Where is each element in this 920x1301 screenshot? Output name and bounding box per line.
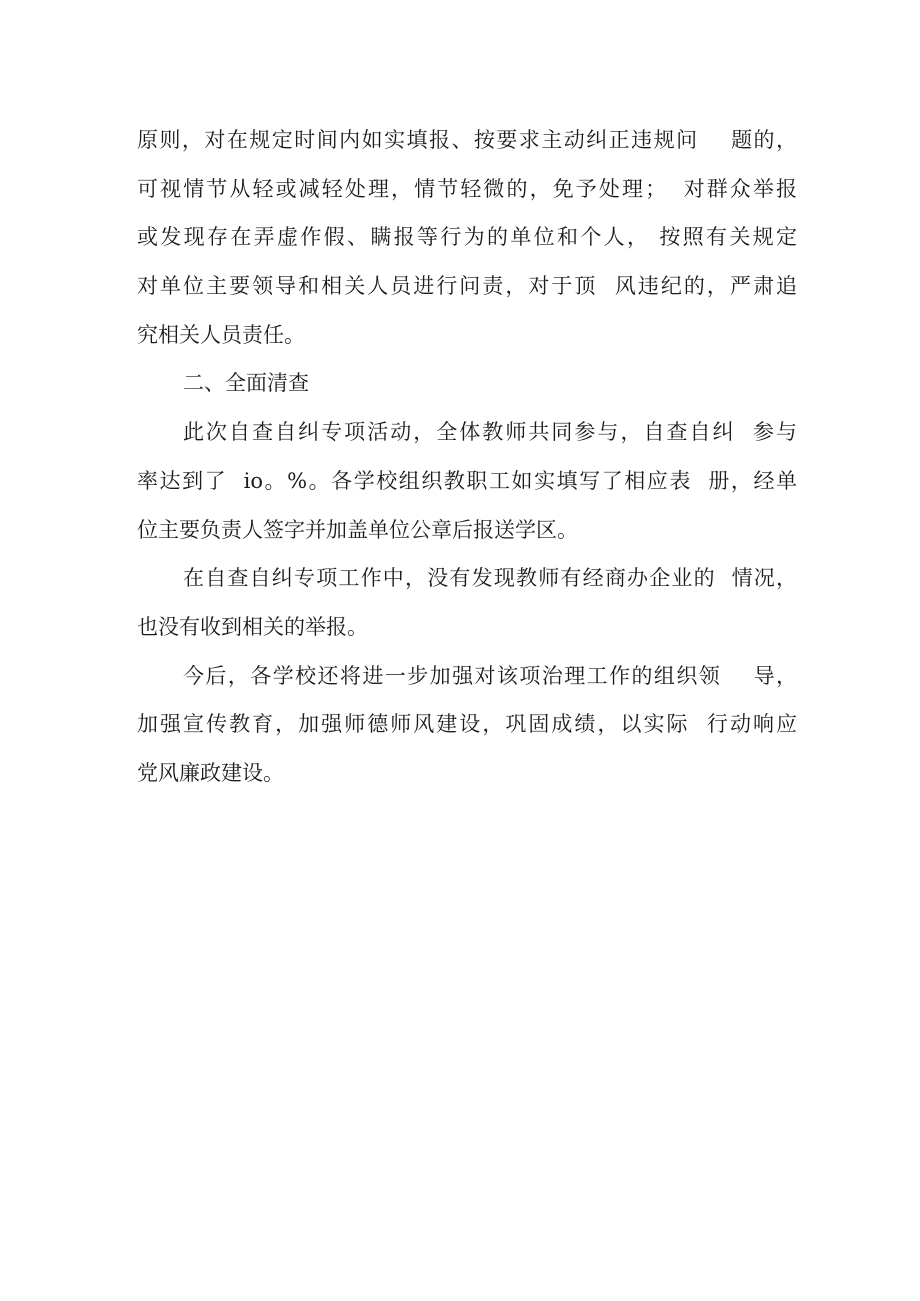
text-line: 原则，对在规定时间内如实填报、按要求主动纠正违规问 题的， — [137, 128, 797, 152]
text-line: 究相关人员责任。 — [137, 322, 305, 347]
text-line: 也没有收到相关的举报。 — [137, 614, 368, 639]
paragraph-findings — [137, 554, 797, 651]
paragraph-next-steps — [137, 652, 797, 798]
text-line: 位主要负责人签字并加盖单位公章后报送学区。 — [137, 517, 578, 542]
text-line: 加强宣传教育，加强师德师风建设，巩固成绩，以实际 行动响应 — [137, 712, 797, 737]
text-line: 对单位主要领导和相关人员进行问责，对于顶 风违纪的，严肃追 — [137, 274, 797, 299]
document-body — [137, 116, 797, 798]
heading-text: 二、全面清查 — [183, 371, 309, 396]
text-line: 或发现存在弄虚作假、瞒报等行为的单位和个人， 按照有关规定 — [137, 225, 797, 250]
text-line: 党风廉政建设。 — [137, 760, 284, 785]
paragraph-accountability — [137, 116, 797, 359]
paragraph-participation — [137, 408, 797, 554]
text-line: 率达到了 io。%。各学校组织教职工如实填写了相应表 册，经单 — [137, 468, 797, 493]
text-line: 今后，各学校还将进一步加强对该项治理工作的组织领 导， — [183, 663, 797, 688]
text-line: 此次自查自纠专项活动，全体教师共同参与，自查自纠 参与 — [183, 420, 797, 445]
text-line: 在自查自纠专项工作中，没有发现教师有经商办企业的 情况， — [183, 566, 797, 591]
section-heading — [137, 359, 797, 408]
text-line: 可视情节从轻或减轻处理，情节轻微的，免予处理； 对群众举报 — [137, 176, 797, 201]
